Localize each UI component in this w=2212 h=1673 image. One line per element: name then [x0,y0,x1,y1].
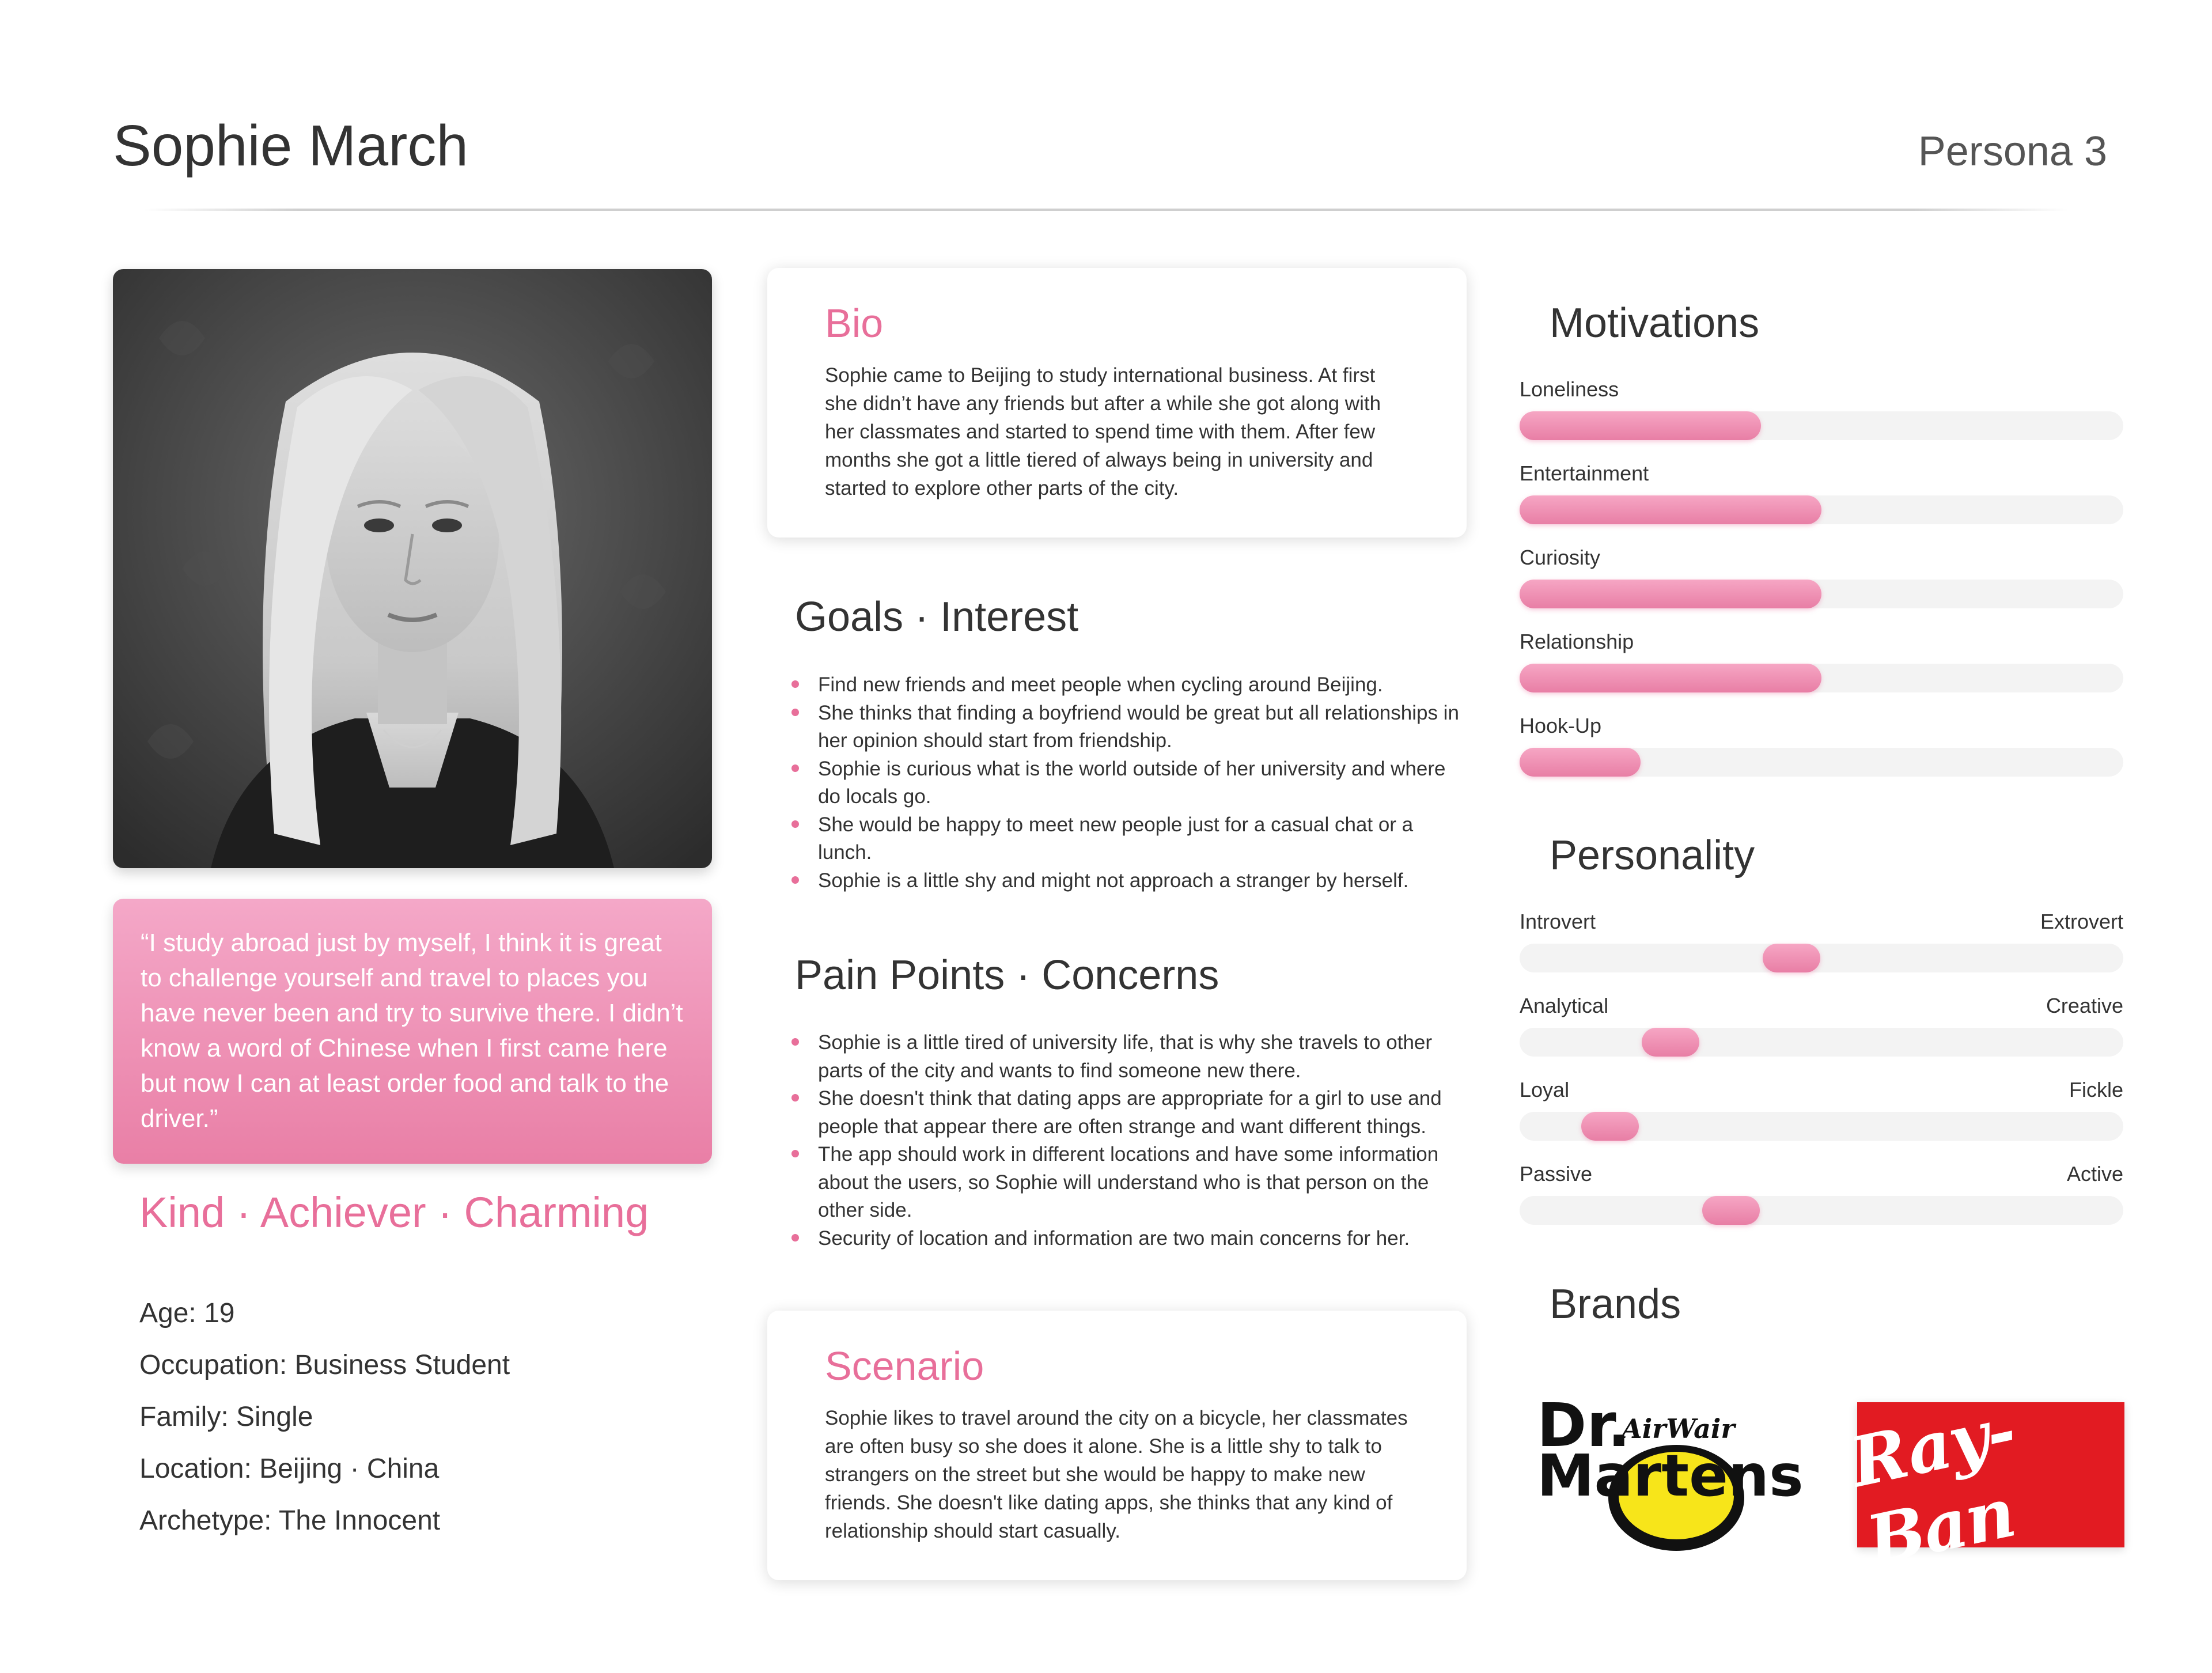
persona-quote: “I study abroad just by myself, I think it is great to challenge yourself and travel to places you have never been and try to survive there. I didn’t know a word of Chinese when I first came here but now I can at least order food and talk to the driver.” [141,929,683,1133]
personality-loyal-fickle [1520,1076,2123,1141]
goals-title: Goals · Interest [795,594,1079,640]
scale-right-label: Extrovert [2040,910,2123,933]
bio-title: Bio [825,301,884,346]
motivation-hook-up [1520,712,2123,777]
personality-track [1520,1196,2123,1225]
scale-right-label: Creative [2046,994,2123,1017]
scenario-text: Sophie likes to travel around the city on a bicycle, her classmates are often busy so she does it alone. She is a little shy to talk to strangers on the street but she would be happy to make new friends. She doesn't like dating apps, she thinks that any kind of relationship should start casually. [825,1407,1408,1542]
list-item: Sophie is a little shy and might not approach a stranger by herself. [790,867,1470,895]
fact-occupation: Occupation: Business Student [139,1350,510,1380]
personality-introvert-extrovert [1520,908,2123,972]
quote-card [113,899,712,1164]
scale-left-label: Passive [1520,1162,1593,1186]
scale-right-label: Active [2066,1162,2123,1186]
persona-traits: Kind · Achiever · Charming [139,1188,649,1236]
motivation-track [1520,664,2123,692]
scenario-title: Scenario [825,1343,984,1388]
motivation-relationship [1520,628,2123,692]
ray-ban-logo [1843,1390,2124,1581]
brand-dm-tag: AirWair [1622,1413,1735,1444]
personality-analytical-creative [1520,992,2123,1057]
list-item: She doesn't think that dating apps are appropriate for a girl to use and people that appear there are often strange and want different things. [790,1085,1470,1141]
motivation-label: Hook-Up [1520,714,1602,737]
scale-right-label: Fickle [2069,1078,2123,1102]
scale-left-label: Loyal [1520,1078,1570,1102]
list-item: She would be happy to meet new people just for a casual chat or a lunch. [790,811,1470,867]
motivation-bar [1520,664,1821,692]
motivation-entertainment [1520,460,2123,524]
list-item: Sophie is curious what is the world outside of her university and where do locals go. [790,755,1470,811]
fact-age: Age: 19 [139,1298,235,1328]
persona-number: Persona 3 [1918,128,2107,175]
motivation-label: Relationship [1520,630,1634,653]
scale-left-label: Introvert [1520,910,1596,933]
personality-title: Personality [1550,832,1755,879]
motivation-bar [1520,495,1821,524]
motivation-curiosity [1520,544,2123,608]
personality-passive-active [1520,1160,2123,1225]
motivation-label: Entertainment [1520,461,1649,485]
motivations-title: Motivations [1550,300,1760,346]
motivation-bar [1520,748,1641,777]
motivation-label: Loneliness [1520,377,1619,401]
pain-points-title: Pain Points · Concerns [795,952,1219,998]
personality-marker [1642,1028,1699,1057]
personality-marker [1702,1196,1760,1225]
motivation-bar [1520,411,1761,440]
persona-photo [113,269,712,868]
page-title: Sophie March [113,113,468,178]
motivation-label: Curiosity [1520,546,1601,569]
header-divider [144,209,2068,211]
persona-facts [139,1296,510,1555]
personality-track [1520,1028,2123,1057]
motivation-track [1520,580,2123,608]
list-item: Find new friends and meet people when cycling around Beijing. [790,671,1470,699]
pain-points-list [790,1029,1470,1252]
goals-list [790,671,1470,895]
bio-text: Sophie came to Beijing to study international business. At first she didn’t have any friends but after a while she got along with her classmates and started to spend time with them. After few months she got a little tiered of always being in university and started to explore other parts of the city. [825,364,1381,499]
list-item: Sophie is a little tired of university life, that is why she travels to other parts of the city and wants to find someone new there. [790,1029,1470,1085]
fact-archetype: Archetype: The Innocent [139,1505,441,1536]
motivation-track [1520,748,2123,777]
personality-marker [1581,1112,1639,1141]
scenario-card [767,1311,1467,1580]
bio-card [767,268,1467,538]
personality-track [1520,944,2123,972]
list-item: Security of location and information are two main concerns for her. [790,1225,1470,1253]
motivation-loneliness [1520,376,2123,440]
dr-martens-logo [1532,1383,1815,1555]
list-item: The app should work in different locations and have some information about the users, so Sophie will understand who is that person on the other side. [790,1141,1470,1225]
motivation-track [1520,495,2123,524]
fact-location: Location: Beijing · China [139,1454,440,1484]
scale-left-label: Analytical [1520,994,1609,1017]
brands-title: Brands [1550,1281,1681,1327]
personality-track [1520,1112,2123,1141]
list-item: She thinks that finding a boyfriend would be great but all relationships in her opinion should start from friendship. [790,699,1470,755]
motivation-bar [1520,580,1821,608]
brand-rayban-word: Ray-Ban [1843,1390,2022,1581]
personality-marker [1763,944,1820,972]
brand-dm-line1: Dr. [1537,1390,1631,1460]
motivation-track [1520,411,2123,440]
fact-family: Family: Single [139,1402,313,1432]
brand-dm-line2: Martens [1537,1442,1804,1509]
